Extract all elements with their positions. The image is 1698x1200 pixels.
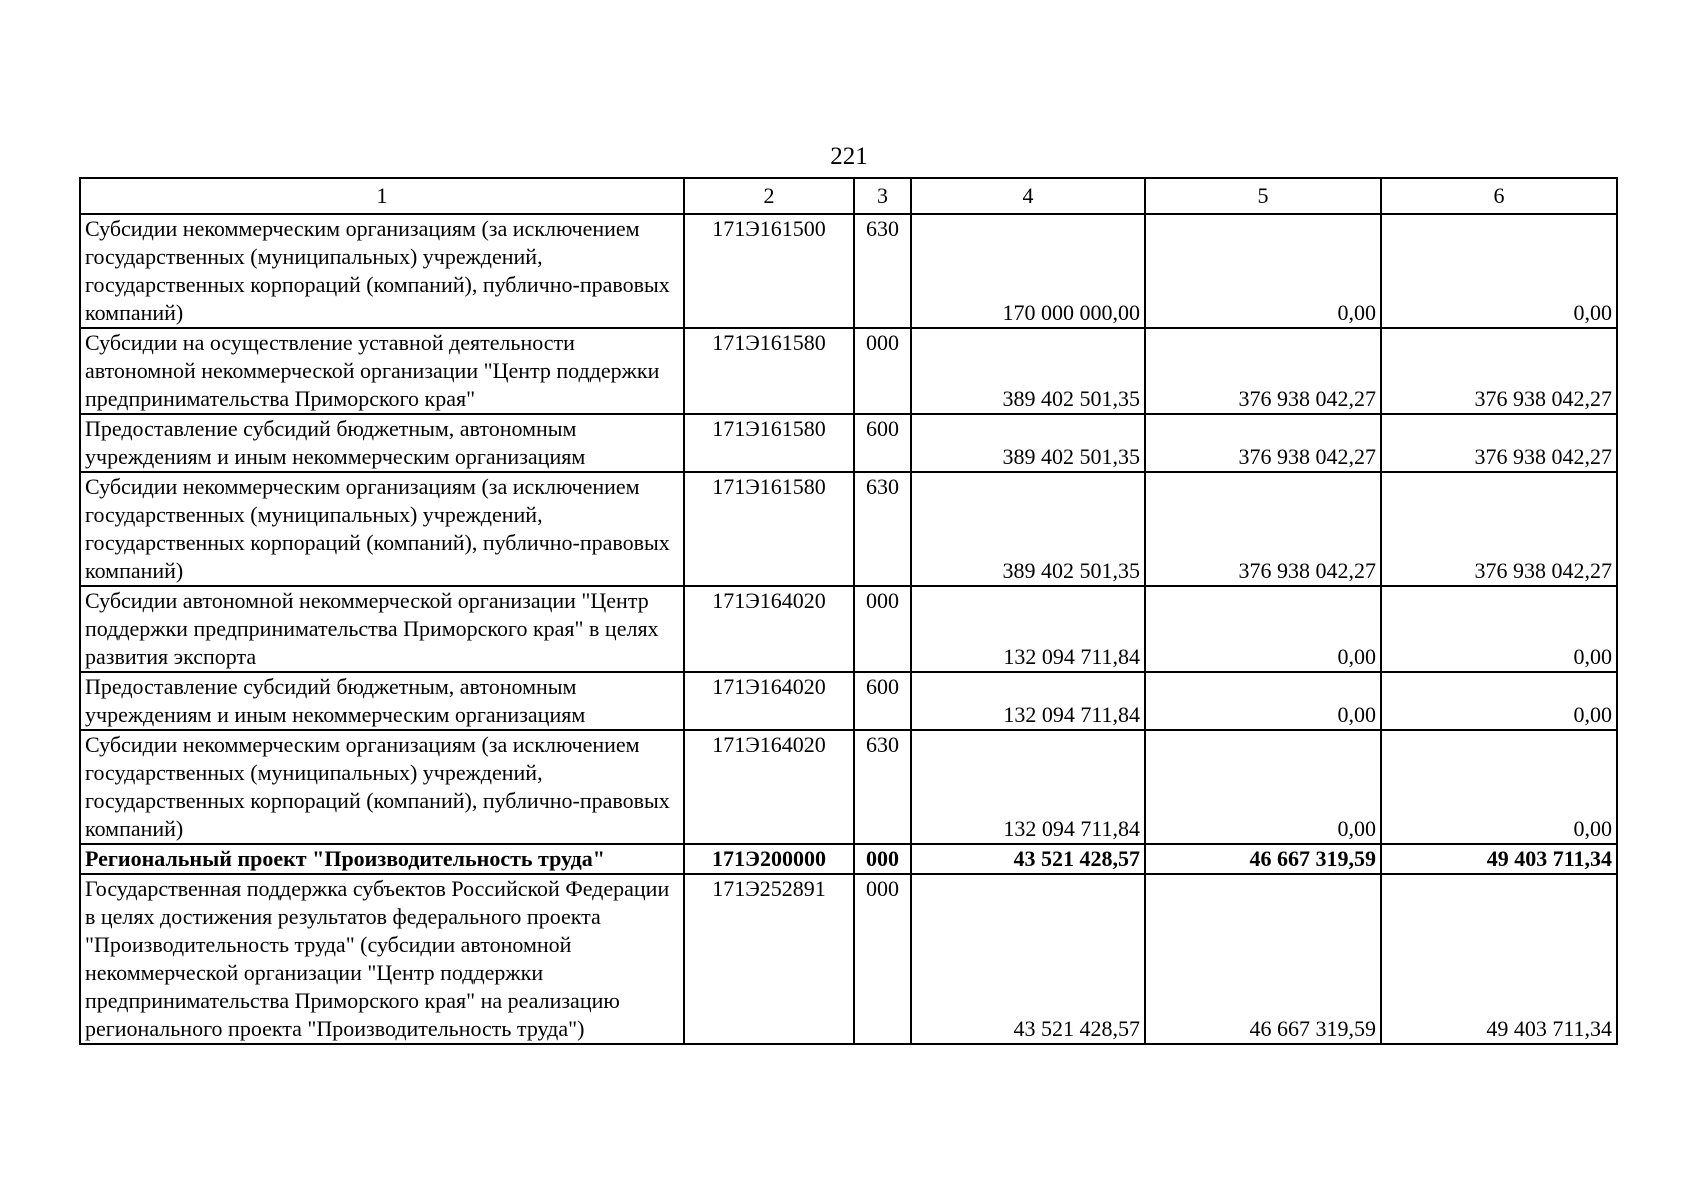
row-amount-col-4: 43 521 428,57: [911, 874, 1145, 1044]
row-expense-type: 630: [854, 730, 911, 844]
row-target-code: 171Э161580: [684, 472, 854, 586]
row-amount-col-4: 132 094 711,84: [911, 672, 1145, 730]
row-description: Предоставление субсидий бюджетным, автономным учреждениям и иным некоммерческим организациям: [80, 414, 684, 472]
row-amount-col-5: 376 938 042,27: [1145, 328, 1381, 414]
row-amount-col-5: 0,00: [1145, 214, 1381, 328]
row-amount-col-5: 46 667 319,59: [1145, 844, 1381, 874]
row-amount-col-5: 0,00: [1145, 672, 1381, 730]
row-expense-type: 000: [854, 844, 911, 874]
row-amount-col-6: 49 403 711,34: [1381, 874, 1617, 1044]
header-col-1: 1: [80, 178, 684, 214]
row-target-code: 171Э200000: [684, 844, 854, 874]
row-description: Предоставление субсидий бюджетным, автономным учреждениям и иным некоммерческим организациям: [80, 672, 684, 730]
row-amount-col-5: 376 938 042,27: [1145, 414, 1381, 472]
row-amount-col-6: 49 403 711,34: [1381, 844, 1617, 874]
row-amount-col-4: 389 402 501,35: [911, 414, 1145, 472]
row-description: Субсидии на осуществление уставной деятельности автономной некоммерческой организации "Центр поддержки предпринимательства Приморского края": [80, 328, 684, 414]
row-description: Субсидии некоммерческим организациям (за исключением государственных (муниципальных) учреждений, государственных корпораций (компаний), публично-правовых компаний): [80, 730, 684, 844]
row-description: Субсидии некоммерческим организациям (за исключением государственных (муниципальных) учреждений, государственных корпораций (компаний), публично-правовых компаний): [80, 472, 684, 586]
row-amount-col-4: 389 402 501,35: [911, 328, 1145, 414]
row-description: Субсидии автономной некоммерческой организации "Центр поддержки предпринимательства Приморского края" в целях развития экспорта: [80, 586, 684, 672]
row-expense-type: 000: [854, 328, 911, 414]
row-target-code: 171Э161580: [684, 414, 854, 472]
row-target-code: 171Э161580: [684, 328, 854, 414]
row-expense-type: 600: [854, 414, 911, 472]
row-expense-type: 000: [854, 874, 911, 1044]
table-row: [80, 874, 1617, 1044]
table-row: [80, 414, 1617, 472]
row-target-code: 171Э164020: [684, 672, 854, 730]
row-amount-col-4: 389 402 501,35: [911, 472, 1145, 586]
table-row: [80, 586, 1617, 672]
table-row: [80, 730, 1617, 844]
table-row: [80, 472, 1617, 586]
row-amount-col-6: 376 938 042,27: [1381, 328, 1617, 414]
row-amount-col-6: 376 938 042,27: [1381, 472, 1617, 586]
header-col-4: 4: [911, 178, 1145, 214]
row-amount-col-6: 0,00: [1381, 214, 1617, 328]
budget-table: [79, 177, 1618, 1045]
row-amount-col-4: 43 521 428,57: [911, 844, 1145, 874]
row-amount-col-6: 376 938 042,27: [1381, 414, 1617, 472]
page-number: 221: [830, 143, 868, 170]
header-col-6: 6: [1381, 178, 1617, 214]
table-row-project-total: [80, 844, 1617, 874]
row-amount-col-5: 0,00: [1145, 730, 1381, 844]
row-amount-col-4: 132 094 711,84: [911, 586, 1145, 672]
row-target-code: 171Э252891: [684, 874, 854, 1044]
row-target-code: 171Э164020: [684, 730, 854, 844]
row-amount-col-5: 0,00: [1145, 586, 1381, 672]
row-expense-type: 000: [854, 586, 911, 672]
table-row: [80, 328, 1617, 414]
row-amount-col-6: 0,00: [1381, 672, 1617, 730]
row-amount-col-6: 0,00: [1381, 730, 1617, 844]
header-col-2: 2: [684, 178, 854, 214]
table-row: [80, 672, 1617, 730]
row-amount-col-4: 132 094 711,84: [911, 730, 1145, 844]
row-amount-col-6: 0,00: [1381, 586, 1617, 672]
row-amount-col-5: 376 938 042,27: [1145, 472, 1381, 586]
row-target-code: 171Э161500: [684, 214, 854, 328]
header-col-5: 5: [1145, 178, 1381, 214]
row-description: Региональный проект "Производительность труда": [80, 844, 684, 874]
header-row: [80, 178, 1617, 214]
row-expense-type: 630: [854, 214, 911, 328]
row-amount-col-5: 46 667 319,59: [1145, 874, 1381, 1044]
table-row: [80, 214, 1617, 328]
row-amount-col-4: 170 000 000,00: [911, 214, 1145, 328]
row-target-code: 171Э164020: [684, 586, 854, 672]
row-description: Субсидии некоммерческим организациям (за исключением государственных (муниципальных) учреждений, государственных корпораций (компаний), публично-правовых компаний): [80, 214, 684, 328]
row-expense-type: 630: [854, 472, 911, 586]
row-description: Государственная поддержка субъектов Российской Федерации в целях достижения результатов федерального проекта "Производительность труда" (субсидии автономной некоммерческой организации "Центр поддержки предпринимательства Приморского края" на реализацию регионального проекта "Производительность труда"): [80, 874, 684, 1044]
header-col-3: 3: [854, 178, 911, 214]
row-expense-type: 600: [854, 672, 911, 730]
